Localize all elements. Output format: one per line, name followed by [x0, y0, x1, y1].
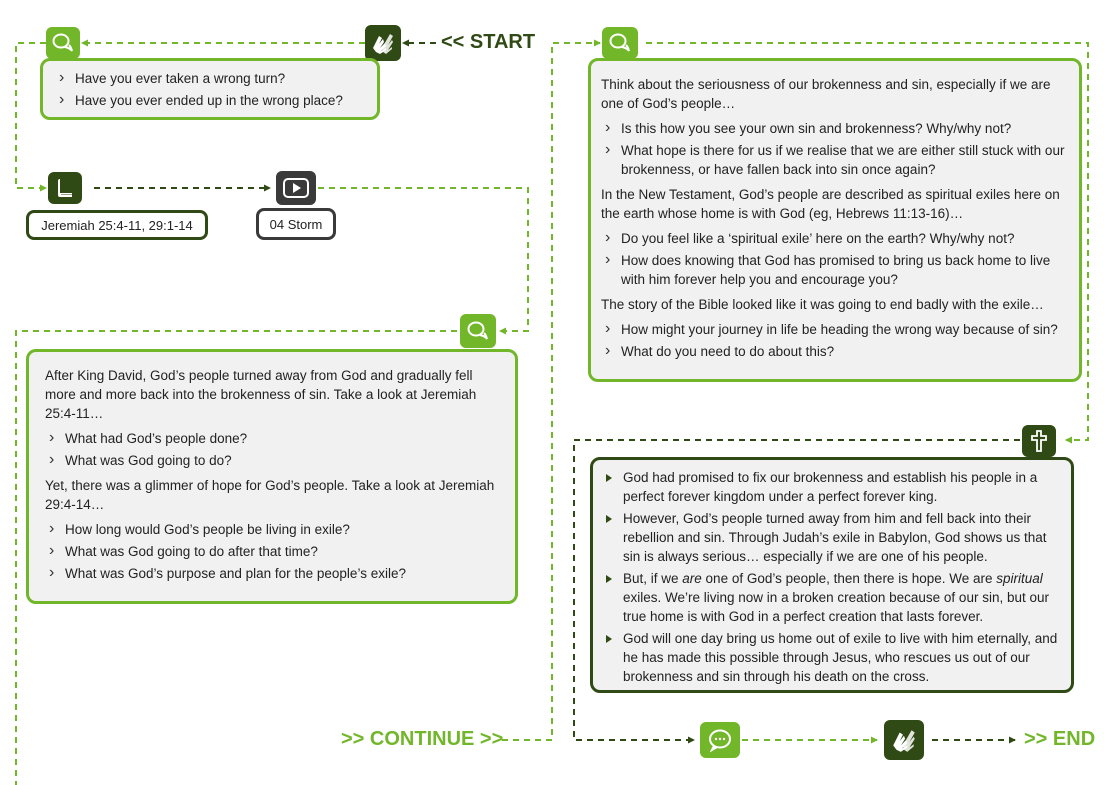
- chat-icon: [460, 314, 496, 348]
- summary-point: But, if we are one of God’s people, then there is hope. We are spiritual exiles. We’re living now in a broken creation because of our sin, but our true home is with God in a perfect creation that lasts forever.: [603, 569, 1061, 626]
- list-item: › Do you feel like a ‘spiritual exile’ here on the earth? Why/why not?: [601, 229, 1069, 248]
- end-label: >> END: [1024, 728, 1096, 750]
- list-item: › Have you ever taken a wrong turn?: [55, 69, 365, 88]
- list-item: › Have you ever ended up in the wrong place?: [55, 91, 365, 110]
- start-label: << START: [441, 31, 536, 53]
- summary-box: [590, 457, 1074, 693]
- chat-icon: [46, 27, 80, 59]
- reflection-intro: The story of the Bible looked like it was going to end badly with the exile…: [601, 297, 1044, 312]
- list-item: › What was God going to do?: [45, 451, 499, 470]
- discussion-box: [26, 349, 518, 604]
- intro-question-box: [40, 58, 380, 120]
- discussion-intro: Yet, there was a glimmer of hope for God’s people. Take a look at Jeremiah 29:4-14…: [45, 478, 495, 512]
- continue-label: >> CONTINUE >>: [341, 728, 504, 750]
- list-item: › What was God’s purpose and plan for the people’s exile?: [45, 564, 499, 583]
- list-item: › How might your journey in life be heading the wrong way because of sin?: [601, 320, 1069, 339]
- list-item: › What had God’s people done?: [45, 429, 499, 448]
- praying-hands-icon: [365, 25, 401, 61]
- reflection-intro: In the New Testament, God’s people are described as spiritual exiles here on the earth whose home is with God (eg, Hebrews 11:13-16)…: [601, 187, 1060, 221]
- list-item: › Is this how you see your own sin and brokenness? Why/why not?: [601, 119, 1069, 138]
- list-item: › What hope is there for us if we realise that we are either still stuck with our brokenness, or have fallen back into sin once again?: [601, 141, 1069, 179]
- discussion-intro: After King David, God’s people turned away from God and gradually fell more and more back into the brokenness of sin. Take a look at Jeremiah 25:4-11…: [45, 368, 477, 421]
- list-item: › What do you need to do about this?: [601, 342, 1069, 361]
- chat-icon: [602, 27, 638, 59]
- list-item: › How long would God’s people be living in exile?: [45, 520, 499, 539]
- list-item: › What was God going to do after that time?: [45, 542, 499, 561]
- speech-bubble-icon: [700, 722, 740, 758]
- cross-icon: [1022, 425, 1056, 457]
- video-play-icon[interactable]: [276, 171, 316, 205]
- summary-point: God will one day bring us home out of exile to live with him eternally, and he has made this possible through Jesus, who rescues us out of our brokenness and sin through his death on the cross.: [603, 629, 1061, 686]
- summary-point: God had promised to fix our brokenness and establish his people in a perfect forever kingdom under a perfect forever king.: [603, 468, 1061, 506]
- connector-video-chat: [318, 188, 528, 331]
- reflection-intro: Think about the seriousness of our brokenness and sin, especially if we are one of God’s people…: [601, 77, 1051, 111]
- book-icon: [48, 172, 82, 204]
- list-item: › How does knowing that God has promised to bring us back home to live with him forever help you and encourage you?: [601, 251, 1069, 289]
- video-title[interactable]: 04 Storm: [256, 208, 336, 240]
- reflection-box: [588, 58, 1082, 382]
- praying-hands-icon: [884, 720, 924, 760]
- summary-point: However, God’s people turned away from him and fell back into their rebellion and sin. Through Judah’s exile in Babylon, God shows us that sin is always serious… especially if we are one of his people.: [603, 509, 1061, 566]
- reading-reference: Jeremiah 25:4-11, 29:1-14: [26, 210, 208, 240]
